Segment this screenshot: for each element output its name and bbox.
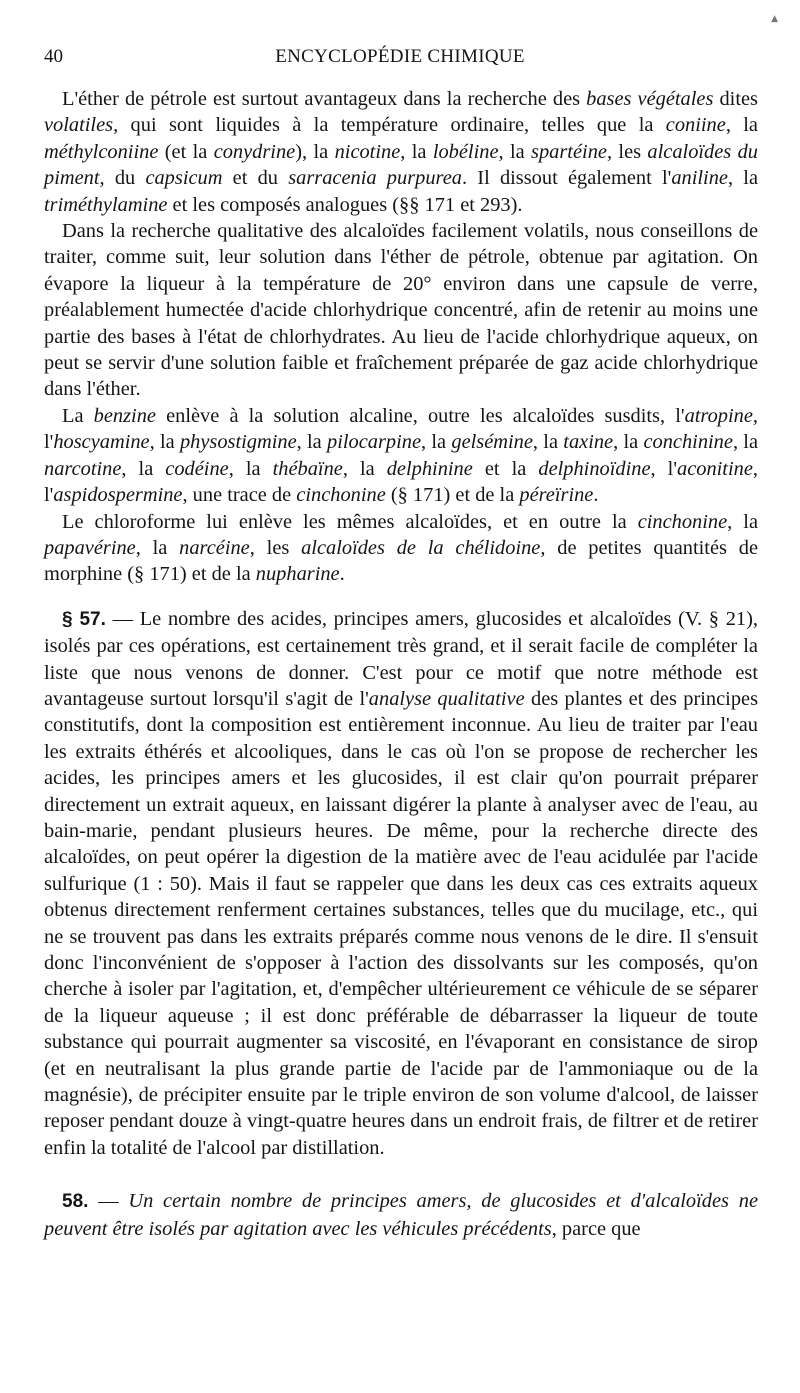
italic-term: pilocarpine: [327, 431, 422, 454]
body-text: [44, 86, 758, 1242]
text-span: , les: [606, 140, 648, 163]
text-span: —: [88, 1190, 129, 1213]
italic-term: codéine: [165, 457, 229, 480]
section-58: [44, 1188, 758, 1242]
italic-term: triméthylamine: [44, 193, 168, 216]
text-span: — Le nombre des acides, principes amers, glucosides et alcaloïdes (V. § 21), isolés par ces opérations, est certainement très grand, et il serait facile de compléter la liste que nous venons de donner. C'est pour ce motif que notre méthode est avantageuse surtout lorsqu'il s'agit de l': [44, 607, 758, 710]
section-number: 58.: [62, 1191, 89, 1213]
italic-term: narcéine: [179, 536, 250, 559]
text-span: , la: [228, 457, 273, 480]
text-span: , parce que: [551, 1217, 641, 1240]
italic-term: sarracenia purpurea: [288, 167, 462, 190]
page-header: [44, 46, 756, 74]
text-span: , la: [532, 431, 564, 454]
text-span: , du: [99, 167, 146, 190]
paragraph-chloroforme: [44, 509, 758, 588]
text-span: et les composés analogues (§§ 171 et 293).: [167, 193, 523, 216]
italic-term: gelsémine: [451, 431, 533, 454]
text-span: .: [339, 563, 345, 586]
text-span: , une trace de: [182, 484, 297, 507]
italic-term: cinchonine: [296, 484, 386, 507]
text-span: , qui sont liquides à la température ordinaire, telles que la: [113, 114, 666, 137]
italic-term: alcaloïdes de la chélidoine: [301, 536, 541, 559]
text-span: . Il dissout également l': [461, 167, 672, 190]
italic-term: méthylconiine: [44, 140, 159, 163]
text-span: , la: [121, 457, 166, 480]
italic-term: aniline: [671, 167, 728, 190]
italic-term: coniine: [665, 114, 726, 137]
italic-term: cinchonine: [637, 510, 728, 533]
text-span: L'éther de pétrole est surtout avantageux dans la recherche des: [62, 88, 587, 110]
paragraph-recherche-qualitative: Dans la recherche qualitative des alcaloïdes facilement volatils, nous conseillons de traiter, comme suit, leur solution dans l'éther de pétrole, obtenue par agitation. On évapore la liqueur à la température de 20° environ dans une capsule de verre, préalablement humectée d'acide chlorhydrique concentré, afin de retenir au moins une partie des bases à l'état de chlorhydrates. Au lieu de l'acide chlorhydrique aqueux, on peut se servir d'une solution faible et fraîchement préparée de gaz acide chlorhydrique dans l'éther.: [44, 220, 758, 401]
margin-mark: ▲: [771, 14, 778, 24]
text-span: et la: [472, 457, 539, 480]
italic-term: physostigmine: [179, 431, 297, 454]
text-span: Le chloroforme lui enlève les mêmes alcaloïdes, et en outre la: [62, 510, 638, 533]
italic-term: lobéline: [432, 140, 499, 163]
italic-term: benzine: [93, 404, 156, 427]
italic-term: péreïrine: [519, 484, 594, 507]
text-span: , l': [650, 457, 677, 480]
italic-term: atropine: [684, 404, 753, 427]
italic-term: papavérine: [44, 536, 136, 559]
italic-term: bases végétales: [586, 88, 714, 110]
italic-term: alcaloïdes du piment: [44, 140, 758, 190]
italic-term: thébaïne: [272, 457, 343, 480]
text-span: La: [62, 404, 94, 427]
italic-term: volatiles: [44, 114, 114, 137]
text-span: (§ 171) et de la: [385, 484, 520, 507]
italic-term: aconitine: [677, 457, 753, 480]
text-span: , la: [400, 140, 433, 163]
text-span: , la: [732, 431, 759, 454]
section-number: § 57.: [62, 608, 106, 630]
text-span: enlève à la solution alcaline, outre les alcaloïdes susdits, l': [155, 404, 685, 427]
italic-term: spartéine: [531, 140, 607, 163]
text-span: dites: [713, 88, 758, 110]
running-title: ENCYCLOPÉDIE CHIMIQUE: [275, 46, 525, 67]
text-span: , la: [296, 431, 327, 454]
paragraph-ether-petrole: [44, 86, 758, 218]
text-span: , la: [421, 431, 452, 454]
text-span: et du: [222, 167, 289, 190]
text-span: , les: [249, 536, 302, 559]
italic-term: Un certain nombre de principes amers, de glucosides et d'alcaloïdes ne peuvent être isolés par agitation avec les véhicules précédents: [44, 1190, 758, 1240]
italic-term: nicotine: [334, 140, 401, 163]
italic-term: narcotine: [44, 457, 122, 480]
text-span: , la: [498, 140, 532, 163]
text-span: (et la: [158, 140, 214, 163]
text-span: .: [593, 484, 599, 507]
italic-term: capsicum: [145, 167, 223, 190]
italic-term: aspidospermine: [53, 484, 183, 507]
italic-term: nupharine: [255, 563, 340, 586]
text-span: , la: [727, 167, 758, 190]
section-57: [44, 606, 758, 1162]
italic-term: conchinine: [643, 431, 733, 454]
page-number: 40: [44, 46, 63, 67]
text-span: ), la: [295, 140, 335, 163]
text-span: , la: [149, 431, 180, 454]
italic-term: delphinoïdine: [538, 457, 651, 480]
text-span: , l': [44, 404, 759, 454]
paragraph-benzine: [44, 403, 758, 509]
italic-term: conydrine: [213, 140, 296, 163]
text-span: , la: [342, 457, 387, 480]
text-span: , la: [727, 510, 758, 533]
italic-term: delphinine: [386, 457, 473, 480]
text-span: , la: [725, 114, 758, 137]
text-span: , la: [135, 536, 180, 559]
text-span: , l': [44, 457, 758, 507]
italic-term: analyse qualitative: [368, 687, 525, 710]
italic-term: taxine: [563, 431, 614, 454]
italic-term: hoscyamine: [53, 431, 150, 454]
text-span: , de petites quantités de morphine (§ 171) et de la: [44, 536, 758, 586]
text-span: des plantes et des principes constitutifs, dont la composition est entièrement inconnue. Au lieu de traiter par l'eau les extraits éthérés et alcooliques, dans le cas où l'on se propose de rechercher les acides, les principes amers et les glucosides, il est clair qu'on pourrait préparer directement un extrait aqueux, en laissant digérer la plante à analyser avec de l'eau, au bain-marie, pendant plusieurs heures. De même, pour la recherche directe des alcaloïdes, on peut opérer la digestion de la matière avec de l'eau acidulée par l'acide sulfurique (1 : 50). Mais il faut se rappeler que dans les deux cas ces extraits aqueux obtenus directement renferment certaines substances, telles que du mucilage, etc., qui ne se trouvent pas dans les extraits préparés comme nous venons de le dire. Il s'ensuit donc l'inconvénient de s'opposer à l'action des dissolvants sur les composés, qu'on cherche à isoler par l'agitation, et, d'empêcher ultérieurement ce véhicule de se séparer de la liqueur aqueuse ; il est donc préférable de débarrasser la liqueur de toute substance qui pourrait augmenter sa viscosité, en l'évaporant en consistance de sirop (et en neutralisant la plus grande partie de l'acide par de l'ammoniaque ou de la magnésie), de précipiter ensuite par le triple environ de son volume d'alcool, de laisser reposer pendant douze à vingt-quatre heures dans un endroit frais, de filtrer et de retirer enfin la totalité de l'alcool par distillation.: [44, 687, 758, 1159]
text-span: , la: [613, 431, 644, 454]
